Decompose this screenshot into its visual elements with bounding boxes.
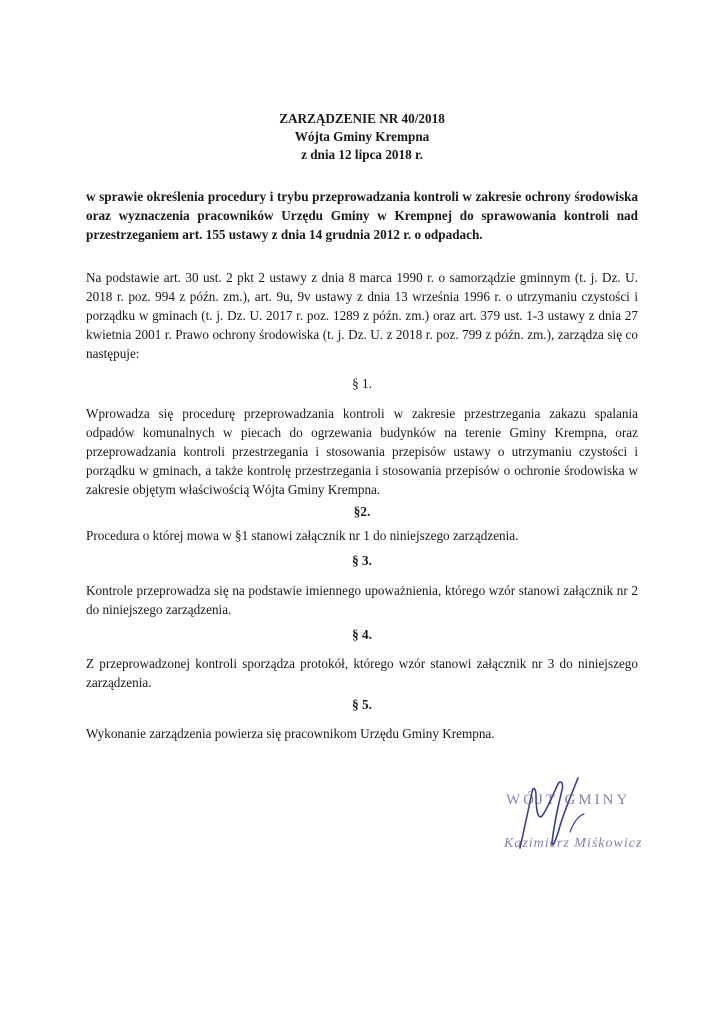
section-1-text: Wprowadza się procedurę przeprowadzania kontroli w zakresie przestrzegania zakazu spalania odpadów komunalnych w piecach do ogrzewania budynków na terenie Gminy Krempna, oraz przeprowadzania kontroli przestrzegania i stosowania przepisów ustawy o utrzymaniu czystości i porządku w gminach, a także kontrolę przestrzegania i stosowania przepisów o ochronie środowiska w zakresie objętym właściwością Wójta Gminy Krempna. bbox=[86, 406, 638, 497]
section-3-text: Kontrole przeprowadza się na podstawie imiennego upoważnienia, którego wzór stanowi załącznik nr 2 do niniejszego zarządzenia. bbox=[86, 583, 638, 617]
ordinance-number: ZARZĄDZENIE NR 40/2018 bbox=[279, 111, 445, 126]
official-stamp bbox=[498, 770, 658, 870]
section-4-text: Z przeprowadzonej kontroli sporządza protokół, którego wzór stanowi załącznik nr 3 do niniejszego zarządzenia. bbox=[86, 656, 638, 690]
section-2-sign: §2. bbox=[353, 504, 371, 519]
section-5-sign: § 5. bbox=[352, 697, 372, 712]
issuer: Wójta Gminy Krempna bbox=[294, 129, 430, 144]
ordinance-subject: w sprawie określenia procedury i trybu przeprowadzania kontroli w zakresie ochrony środowiska oraz wyznaczenia pracowników Urzędu Gminy w Krempnej do sprawowania kontroli nad przestrzeganiem art. 155 ustawy z dnia 14 grudnia 2012 r. o odpadach. bbox=[86, 189, 638, 242]
document-header bbox=[0, 110, 724, 164]
section-4-sign: § 4. bbox=[352, 627, 372, 642]
section-1-sign: § 1. bbox=[352, 376, 372, 391]
section-2-text: Procedura o której mowa w §1 stanowi załącznik nr 1 do niniejszego zarządzenia. bbox=[86, 528, 519, 543]
section-3-sign: § 3. bbox=[352, 553, 372, 568]
stamp-name: Kazimierz Miśkowicz bbox=[504, 836, 643, 851]
issue-date: z dnia 12 lipca 2018 r. bbox=[301, 147, 423, 162]
legal-basis-paragraph: Na podstawie art. 30 ust. 2 pkt 2 ustawy z dnia 8 marca 1990 r. o samorządzie gminnym (t. j. Dz. U. 2018 r. poz. 994 z późn. zm.), art. 9u, 9v ustawy z dnia 13 września 1996 r. o utrzymaniu czystości i porządku w gminach (t. j. Dz. U. 2017 r. poz. 1289 z późn. zm.) oraz art. 379 ust. 1-3 ustawy z dnia 27 kwietnia 2001 r. Prawo ochrony środowiska (t. j. Dz. U. z 2018 r. poz. 799 z późn. zm.), zarządza się co następuje: bbox=[86, 270, 638, 361]
handwritten-signature bbox=[498, 770, 658, 870]
stamp-title: WÓJT GMINY bbox=[506, 792, 631, 808]
section-5-text: Wykonanie zarządzenia powierza się pracownikom Urzędu Gminy Krempna. bbox=[86, 726, 495, 741]
